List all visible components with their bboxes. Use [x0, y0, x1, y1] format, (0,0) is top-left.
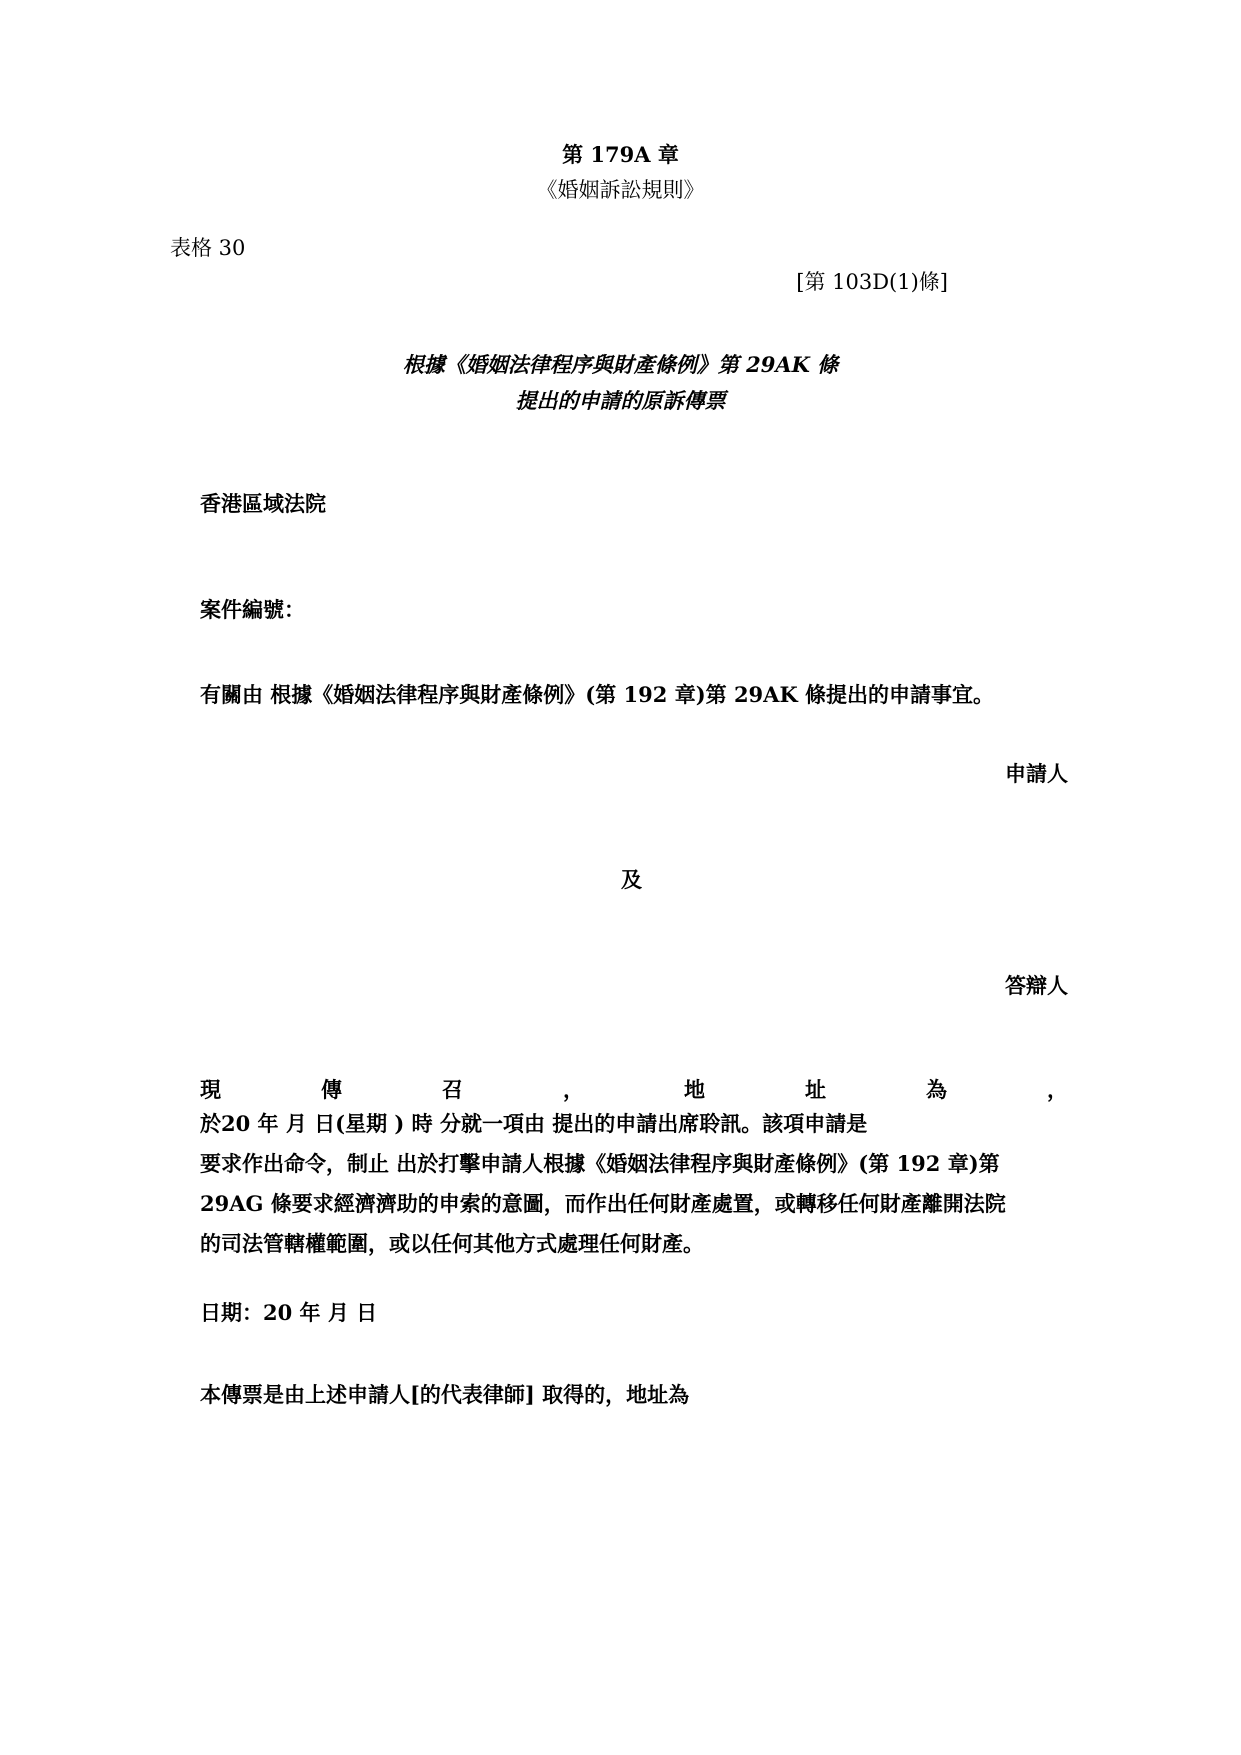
case-number-label: 案件編號： — [200, 598, 305, 622]
summons-char: 召 — [442, 1078, 463, 1102]
applicant-label: 申請人 — [1005, 762, 1068, 786]
ordinance-title: 《婚姻訴訟規則》 — [536, 178, 705, 202]
summons-char: ， — [563, 1078, 584, 1102]
body-line-4: 的司法管轄權範圍，或以任何其他方式處理任何財產。 — [200, 1231, 704, 1256]
summons-char: 為 — [926, 1078, 947, 1102]
heading-line-2: 提出的申請的原訴傳票 — [515, 388, 726, 413]
respondent-label: 答辯人 — [1005, 974, 1068, 998]
summons-char: 現 — [200, 1078, 221, 1102]
summons-char: ， — [1047, 1078, 1068, 1102]
date-line: 日期：20 年 月 日 — [200, 1300, 378, 1325]
summons-char: 地 — [684, 1078, 705, 1102]
chapter-number: 第 179A 章 — [562, 142, 679, 167]
heading-line-1: 根據《婚姻法律程序與財產條例》第 29AK 條 — [402, 352, 839, 377]
summons-char: 傳 — [321, 1078, 342, 1102]
rule-reference: [第 103D(1)條] — [796, 270, 948, 294]
body-line-2: 要求作出命令，制止 出於打擊申請人根據《婚姻法律程序與財產條例》(第 192 章)第 — [200, 1151, 1000, 1176]
matter-line: 有關由 根據《婚姻法律程序與財產條例》(第 192 章)第 29AK 條提出的申請事宜。 — [200, 682, 995, 707]
court-name: 香港區域法院 — [200, 492, 326, 516]
summons-body — [200, 1104, 1080, 1264]
summons-char: 址 — [805, 1078, 826, 1102]
issued-by-line: 本傳票是由上述申請人[的代表律師] 取得的，地址為 — [200, 1382, 690, 1407]
form-number: 表格 30 — [170, 236, 246, 260]
body-line-1: 於20 年 月 日(星期 ) 時 分就一項由 提出的申請出席聆訊。該項申請是 — [200, 1111, 868, 1136]
summons-row — [200, 1080, 1068, 1101]
and-label: 及 — [621, 868, 642, 892]
body-line-3: 29AG 條要求經濟濟助的申索的意圖，而作出任何財產處置，或轉移任何財產離開法院 — [200, 1191, 1006, 1216]
